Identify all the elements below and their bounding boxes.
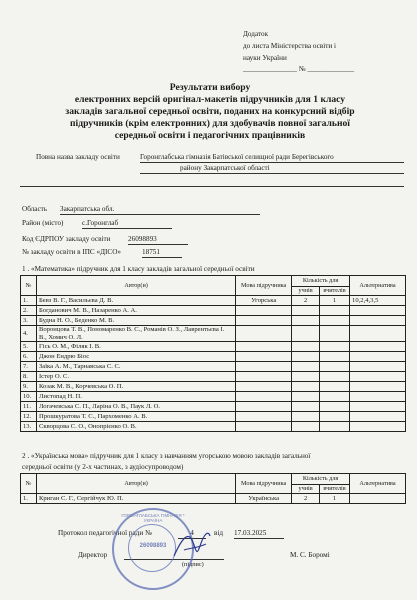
table-row [21, 402, 406, 412]
table-row [21, 382, 406, 392]
stamp-code: 26098893 [139, 543, 167, 549]
row-teachers-qty [320, 326, 350, 342]
row-language [236, 412, 292, 422]
row-author: Заїка А. М., Тарнавська С. С. [36, 362, 235, 372]
appendix-line1: Додаток [243, 30, 269, 38]
table-row [21, 306, 406, 316]
table-row [21, 362, 406, 372]
row-teachers-qty [320, 342, 350, 352]
col-author: Автор(и) [36, 474, 235, 494]
row-students-qty [292, 352, 320, 362]
col-qty: Кількість для [292, 276, 350, 287]
col-alt: Альтернатива [350, 474, 406, 494]
row-teachers-qty [320, 392, 350, 402]
col-lang: Мова підручника [236, 276, 292, 296]
col-num: № [21, 474, 37, 494]
row-number: 12. [21, 412, 37, 422]
row-students-qty [292, 412, 320, 422]
signature-hint: (підпис) [182, 561, 204, 568]
row-teachers-qty [320, 372, 350, 382]
row-author: Воронцова Т. В., Пономаренко В. С., Романів О. З., Лаврентьєва І. В., Хомич О. Л. [36, 326, 235, 342]
row-alternative [350, 402, 406, 412]
section1-heading: 1 . «Математика» підручник для 1 класу закладів загальної середньої освіти [22, 265, 255, 273]
from-label: від [214, 529, 224, 537]
row-number: 5. [21, 342, 37, 352]
row-author: Бевз В. Г., Васильєва Д. В. [36, 296, 235, 306]
title-line4: підручників (крім електронних) для здобувачів повної загальної [70, 118, 350, 129]
row-number: 9. [21, 382, 37, 392]
row-teachers-qty [320, 422, 350, 432]
title-line3: закладів загальної середньої освіти, поданих на конкурсний відбір [65, 106, 355, 117]
row-alternative [350, 306, 406, 316]
row-language [236, 326, 292, 342]
row-author: Істер О. С. [36, 372, 235, 382]
row-author: Джон Ендрю Біос [36, 352, 235, 362]
protocol-label: Протокол педагогічної ради № [58, 529, 152, 537]
row-alternative [350, 412, 406, 422]
row-teachers-qty [320, 412, 350, 422]
table-row [21, 352, 406, 362]
row-teachers-qty: 1 [320, 494, 350, 504]
row-language: Угорська [236, 296, 292, 306]
protocol-date: 17.03.2025 [234, 529, 284, 539]
row-language [236, 342, 292, 352]
table-row [21, 296, 406, 306]
col-qty: Кількість для [292, 474, 350, 485]
row-students-qty: 2 [292, 296, 320, 306]
row-teachers-qty [320, 316, 350, 326]
col-alt: Альтернатива [350, 276, 406, 296]
table-row [21, 412, 406, 422]
iptc-label: № закладу освіти в ІПС «ДІСО» [22, 248, 121, 256]
row-number: 1. [21, 296, 37, 306]
row-alternative: 10,2,4,3,5 [350, 296, 406, 306]
row-alternative [350, 382, 406, 392]
director-name: М. С. Боромі [290, 551, 330, 559]
row-number: 11. [21, 402, 37, 412]
row-number: 8. [21, 372, 37, 382]
stamp-ring-text: ГОРОНГЛАБСЬКА ГІМНАЗІЯ * УКРАЇНА [121, 513, 185, 523]
row-author: Козак М. В., Корчевська О. П. [36, 382, 235, 392]
title-line1: Результати вибору [169, 82, 251, 93]
row-students-qty [292, 402, 320, 412]
section2-heading-line1: 2 . «Українська мова» підручник для 1 класу з навчанням угорською мовою закладів загальної [22, 452, 311, 460]
row-author: Прошкуратова Т. С., Пархоменко А. В. [36, 412, 235, 422]
school-name-line1: Горонглабська гімназія Батівської селищної ради Берегівського [140, 153, 404, 163]
protocol-number: 4 [178, 529, 206, 539]
table-row [21, 342, 406, 352]
col-teachers: вчителів [320, 485, 350, 494]
col-students: учнів [292, 485, 320, 494]
row-students-qty [292, 326, 320, 342]
math-table [20, 275, 406, 432]
row-author: Листопад Н. П. [36, 392, 235, 402]
row-alternative [350, 372, 406, 382]
row-alternative [350, 352, 406, 362]
row-author: Скворцова С. О., Онопрієнко О. В. [36, 422, 235, 432]
row-alternative [350, 392, 406, 402]
row-students-qty [292, 306, 320, 316]
row-students-qty: 2 [292, 494, 320, 504]
row-teachers-qty [320, 362, 350, 372]
iptc-value: 18751 [142, 248, 182, 258]
row-language [236, 422, 292, 432]
row-alternative [350, 422, 406, 432]
row-teachers-qty [320, 402, 350, 412]
col-lang: Мова підручника [236, 474, 292, 494]
row-author: Логачевська С. П., Ларіна О. В., Паук Л. О. [36, 402, 235, 412]
row-students-qty [292, 316, 320, 326]
table-row [21, 326, 406, 342]
row-students-qty [292, 372, 320, 382]
row-language [236, 316, 292, 326]
appendix-line2: до листа Міністерства освіти і [243, 42, 336, 50]
row-language [236, 362, 292, 372]
row-number: 2. [21, 306, 37, 316]
col-teachers: вчителів [320, 287, 350, 296]
region-label: Область [22, 205, 48, 213]
row-alternative [350, 362, 406, 372]
row-students-qty [292, 422, 320, 432]
col-num: № [21, 276, 37, 296]
col-students: учнів [292, 287, 320, 296]
ukr-table [20, 473, 406, 504]
edrpou-label: Код ЄДРПОУ закладу освіти [22, 235, 111, 243]
row-author: Будна Н. О., Беденко М. В. [36, 316, 235, 326]
row-teachers-qty [320, 352, 350, 362]
row-students-qty [292, 392, 320, 402]
table-row [21, 494, 406, 504]
row-language [236, 382, 292, 392]
section2-heading-line2: середньої освіти (у 2-х частинах, з аудіосупроводом) [22, 463, 184, 471]
row-language: Українська [236, 494, 292, 504]
table-row [21, 422, 406, 432]
row-teachers-qty: 1 [320, 296, 350, 306]
row-language [236, 352, 292, 362]
appendix-ref: _______________ № _____________ [243, 65, 355, 73]
row-language [236, 306, 292, 316]
row-author: Богданович М. В., Назаренко А. А. [36, 306, 235, 316]
school-label: Повна назва закладу освіти [36, 153, 120, 161]
row-students-qty [292, 382, 320, 392]
blank-line [20, 186, 404, 187]
title-line5: середньої освіти і педагогічних працівників [114, 130, 306, 141]
row-alternative [350, 326, 406, 342]
region-value: Закарпатська обл. [60, 205, 260, 215]
director-label: Директор [78, 551, 108, 559]
row-number: 13. [21, 422, 37, 432]
row-number: 3. [21, 316, 37, 326]
row-alternative [350, 494, 406, 504]
row-teachers-qty [320, 306, 350, 316]
title-line2: електронних версій оригінал-макетів підручників для 1 класу [74, 94, 346, 105]
row-author: Гісь О. М., Філяк І. В. [36, 342, 235, 352]
school-name-line2: району Закарпатської області [140, 164, 404, 174]
row-students-qty [292, 342, 320, 352]
table-row [21, 392, 406, 402]
row-language [236, 372, 292, 382]
district-label: Район (місто) [22, 219, 64, 227]
row-alternative [350, 342, 406, 352]
row-teachers-qty [320, 382, 350, 392]
appendix-line3: науки України [243, 54, 287, 62]
director-signature [170, 528, 214, 562]
row-number: 10. [21, 392, 37, 402]
row-students-qty [292, 362, 320, 372]
row-author: Криган С. Г., Сергійчук Ю. П. [36, 494, 235, 504]
row-number: 6. [21, 352, 37, 362]
district-value: с.Горонглаб [82, 219, 172, 229]
col-author: Автор(и) [36, 276, 235, 296]
table-row [21, 372, 406, 382]
table-row [21, 316, 406, 326]
row-language [236, 402, 292, 412]
row-alternative [350, 316, 406, 326]
edrpou-value: 26098893 [128, 235, 188, 245]
row-number: 7. [21, 362, 37, 372]
row-number: 1. [21, 494, 37, 504]
row-language [236, 392, 292, 402]
row-number: 4. [21, 326, 37, 342]
